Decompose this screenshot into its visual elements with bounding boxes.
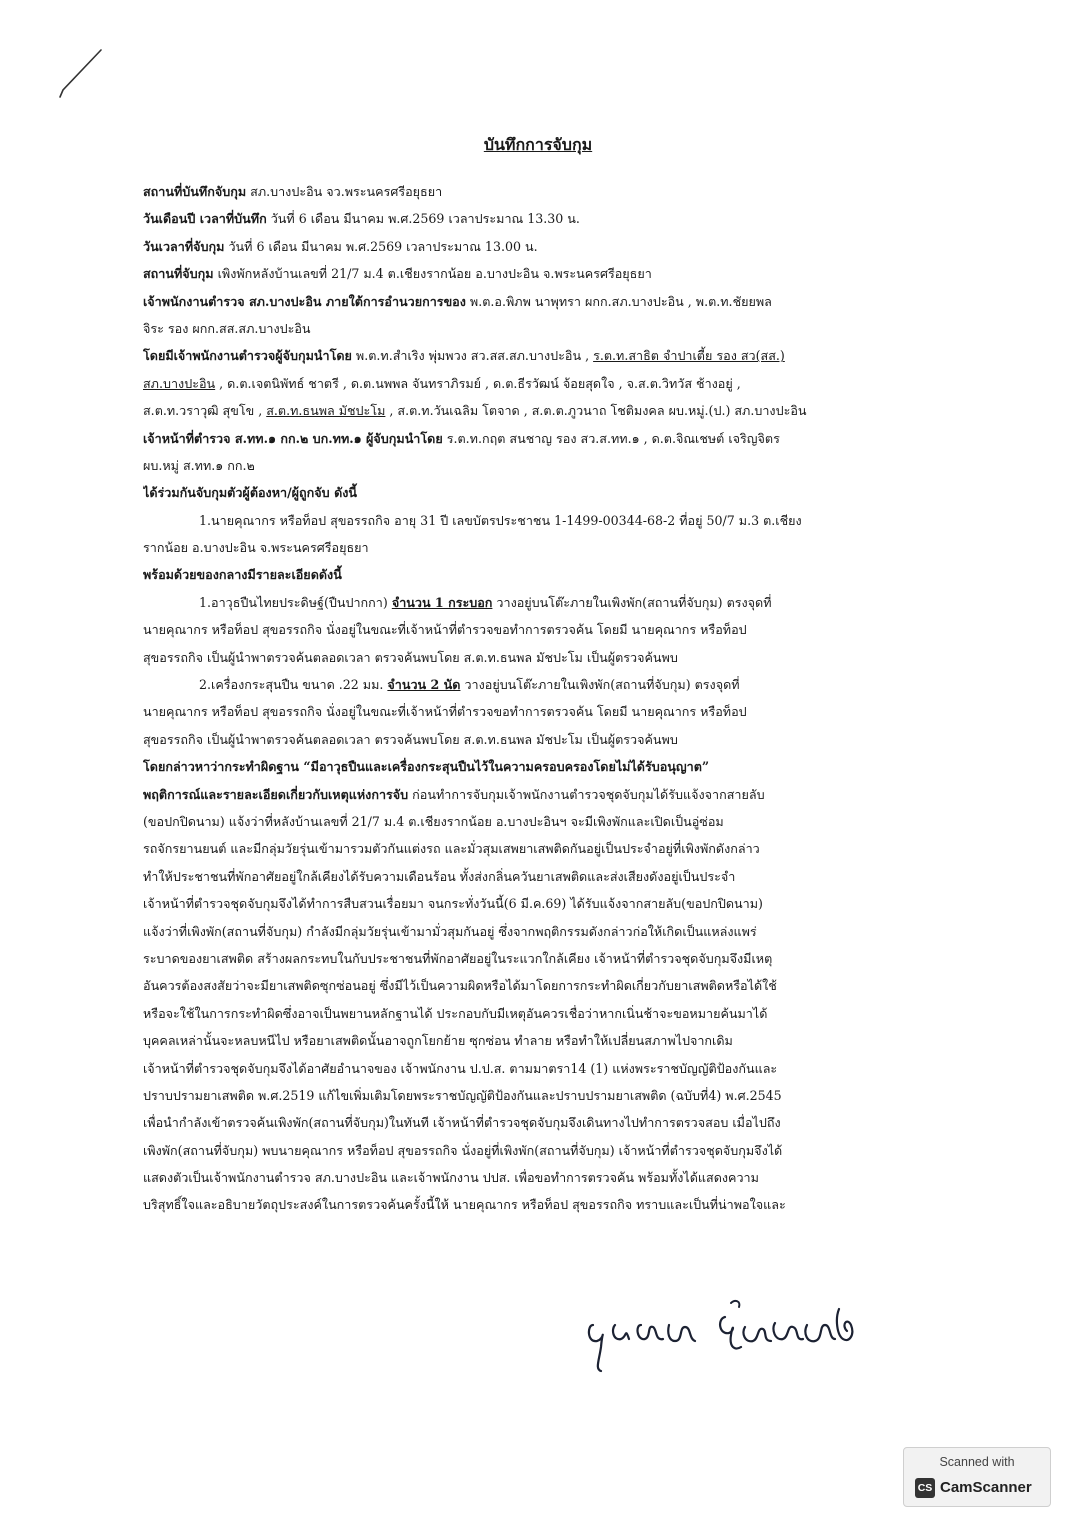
charge-line: โดยกล่าวหาว่ากระทำผิดฐาน “มีอาวุธปืนและเครื่องกระสุนปืนไว้ในความครอบครองโดยไม่ได้รับอนุญาต” (143, 759, 710, 775)
circumstances-label: พฤติการณ์และรายละเอียดเกี่ยวกับเหตุแห่งการจับ (143, 786, 409, 802)
page-title: บันทึกการจับกุม (483, 135, 593, 154)
camscanner-logo-icon: CS (915, 1478, 935, 1498)
officers-label: โดยมีเจ้าพนักงานตำรวจผู้จับกุมนำโดย (143, 348, 352, 364)
evidence-line: สุขอรรถกิจ เป็นผู้นำพาตรวจค้นตลอดเวลา ตรวจค้นพบโดย ส.ต.ท.ธนพล มัชปะโม เป็นผู้ตรวจค้นพบ (143, 649, 678, 665)
evidence-line: 1.อาวุธปืนไทยประดิษฐ์(ปืนปากกา) จำนวน 1 กระบอก วางอยู่บนโต๊ะภายในเพิงพัก(สถานที่จับกุม) ตรงจุดที่ (199, 594, 772, 610)
circumstances-line: เจ้าหน้าที่ตำรวจชุดจับกุมจึงได้ทำการสืบสวนเรื่อยมา จนกระทั่งวันนี้(6 มี.ค.69) ได้รับแจ้งจากสายลับ(ขอปกปิดนาม) (143, 896, 763, 912)
circumstances-line: พฤติการณ์และรายละเอียดเกี่ยวกับเหตุแห่งการจับ ก่อนทำการจับกุมเจ้าพนักงานตำรวจชุดจับกุมได้รับแจ้งจากสายลับ (143, 786, 765, 802)
circumstances-line: ทำให้ประชาชนที่พักอาศัยอยู่ใกล้เคียงได้รับความเดือนร้อน ทั้งส่งกลิ่นควันยาเสพติดและส่งเสียงดังอยู่เป็นประจำ (143, 868, 736, 884)
officers-line: โดยมีเจ้าพนักงานตำรวจผู้จับกุมนำโดย พ.ต.ท.สำเริง พุ่มพวง สว.สส.สภ.บางปะอิน , ร.ต.ท.สาธิต จำปาเตี้ย รอง สว(สส.) (143, 348, 785, 364)
header-line: วันเดือนปี เวลาที่บันทึก วันที่ 6 เดือน มีนาคม พ.ศ.2569 เวลาประมาณ 13.30 น. (143, 211, 580, 227)
circumstances-line: หรือจะใช้ในการกระทำผิดซึ่งอาจเป็นพยานหลักฐานได้ ประกอบกับมีเหตุอันควรเชื่อว่าหากเนิ่นช้าจะขอหมายค้นมาได้ (143, 1005, 768, 1021)
circumstances-line: เพิงพัก(สถานที่จับกุม) พบนายคุณากร หรือท็อป สุขอรรถกิจ นั่งอยู่ที่เพิงพัก(สถานที่จับกุม) เจ้าหน้าที่ตำรวจชุดจับกุมจึงได้ (143, 1142, 783, 1158)
evidence-line: นายคุณากร หรือท็อป สุขอรรถกิจ นั่งอยู่ในขณะที่เจ้าหน้าที่ตำรวจขอทำการตรวจค้น โดยมี นายคุณากร หรือท็อป (143, 622, 747, 638)
circumstances-line: เพื่อนำกำลังเข้าตรวจค้นเพิงพัก(สถานที่จับกุม)ในทันที เจ้าหน้าที่ตำรวจชุดจับกุมจึงเดินทางไปทำการตรวจสอบ เมื่อไปถึง (143, 1115, 781, 1131)
officers-line: ส.ต.ท.วราวุฒิ สุขโข , ส.ต.ท.ธนพล มัชปะโม , ส.ต.ท.วันเฉลิม โตจาด , ส.ต.ต.ภูวนาถ โชติมงคล ผบ.หมู่.(ป.) สภ.บางปะอิน (143, 403, 807, 419)
header-label: เจ้าพนักงานตำรวจ สภ.บางปะอิน ภายใต้การอำนวยการของ (143, 293, 466, 309)
evidence-heading: พร้อมด้วยของกลางมีรายละเอียดดังนี้ (143, 567, 342, 583)
header-label: วันเวลาที่จับกุม (143, 238, 225, 254)
header-line: วันเวลาที่จับกุม วันที่ 6 เดือน มีนาคม พ.ศ.2569 เวลาประมาณ 13.00 น. (143, 238, 538, 254)
signature (585, 1295, 875, 1375)
officers-label: เจ้าหน้าที่ตำรวจ ส.ทท.๑ กก.๒ บก.ทท.๑ ผู้จับกุมนำโดย (143, 430, 443, 446)
camscanner-badge (903, 1447, 1051, 1507)
circumstances-line: บุคคลเหล่านั้นจะหลบหนีไป หรือยาเสพติดนั้นอาจถูกโยกย้าย ซุกซ่อน ทำลาย หรือทำให้เปลี่ยนสภาพไปจากเดิม (143, 1033, 733, 1049)
circumstances-line: ระบาดของยาเสพติด สร้างผลกระทบในกับประชาชนที่พักอาศัยอยู่ในระแวกใกล้เคียง เจ้าหน้าที่ตำรวจชุดจับกุมจึงมีเหตุ (143, 950, 773, 966)
header-label: วันเดือนปี เวลาที่บันทึก (143, 211, 267, 227)
officers-line: สภ.บางปะอิน , ด.ต.เจตนิพัทธ์ ชาตรี , ด.ต.นพพล จันทราภิรมย์ , ด.ต.ธีรวัฒน์ จ้อยสุดใจ , จ.ส.ต.วิทวัส ช้างอยู่ , (143, 375, 741, 391)
suspects-heading: ได้ร่วมกันจับกุมตัวผู้ต้องหา/ผู้ถูกจับ ดังนี้ (143, 485, 358, 501)
circumstances-line: ปราบปรามยาเสพติด พ.ศ.2519 แก้ไขเพิ่มเติมโดยพระราชบัญญัติป้องกันและปราบปรามยาเสพติด (ฉบับที่4) พ.ศ.2545 (143, 1087, 782, 1103)
circumstances-line: เจ้าหน้าที่ตำรวจชุดจับกุมจึงได้อาศัยอำนาจของ เจ้าพนักงาน ป.ป.ส. ตามมาตรา14 (1) แห่งพระราชบัญญัติป้องกันและ (143, 1060, 778, 1076)
document-body (143, 178, 943, 1219)
officers-line: ผบ.หมู่ ส.ทท.๑ กก.๒ (143, 457, 255, 473)
header-line: สถานที่บันทึกจับกุม สภ.บางปะอิน จว.พระนครศรีอยุธยา (143, 184, 443, 199)
evidence-line: 2.เครื่องกระสุนปืน ขนาด .22 มม. จำนวน 2 นัด วางอยู่บนโต๊ะภายในเพิงพัก(สถานที่จับกุม) ตรงจุดที่ (199, 677, 740, 693)
evidence-line: สุขอรรถกิจ เป็นผู้นำพาตรวจค้นตลอดเวลา ตรวจค้นพบโดย ส.ต.ท.ธนพล มัชปะโม เป็นผู้ตรวจค้นพบ (143, 731, 678, 747)
officers-line: เจ้าหน้าที่ตำรวจ ส.ทท.๑ กก.๒ บก.ทท.๑ ผู้จับกุมนำโดย ร.ต.ท.กฤต สนชาญ รอง สว.ส.ทท.๑ , ด.ต.จิณเชษต์ เจริญจิตร (143, 430, 780, 446)
suspect-line: รากน้อย อ.บางปะอิน จ.พระนครศรีอยุธยา (143, 540, 369, 556)
header-label: สถานที่จับกุม (143, 266, 214, 282)
header-line: สถานที่จับกุม เพิงพักหลังบ้านเลขที่ 21/7 ม.4 ต.เชียงรากน้อย อ.บางปะอิน จ.พระนครศรีอยุธยา (143, 266, 652, 282)
circumstances-line: (ขอปกปิดนาม) แจ้งว่าที่หลังบ้านเลขที่ 21/7 ม.4 ต.เชียงรากน้อย อ.บางปะอินฯ จะมีเพิงพักและเปิดเป็นอู่ซ่อม (143, 813, 724, 829)
evidence-line: นายคุณากร หรือท็อป สุขอรรถกิจ นั่งอยู่ในขณะที่เจ้าหน้าที่ตำรวจขอทำการตรวจค้น โดยมี นายคุณากร หรือท็อป (143, 704, 747, 720)
header-label: สถานที่บันทึกจับกุม (143, 184, 247, 199)
circumstances-line: แสดงตัวเป็นเจ้าพนักงานตำรวจ สภ.บางปะอิน และเจ้าพนักงาน ปปส. เพื่อขอทำการตรวจค้น พร้อมทั้งได้แสดงความ (143, 1170, 759, 1186)
scanned-with-label: Scanned with (939, 1455, 1015, 1469)
circumstances-line: อันควรต้องสงสัยว่าจะมียาเสพติดซุกซ่อนอยู่ ซึ่งมีไว้เป็นความผิดหรือได้มาโดยการกระทำผิดเกี่ยวกับยาเสพติดหรือได้ใช้ (143, 978, 777, 994)
header-line: จิระ รอง ผกก.สส.สภ.บางปะอิน (143, 320, 311, 336)
circumstances-line: แจ้งว่าที่เพิงพัก(สถานที่จับกุม) กำลังมีกลุ่มวัยรุ่นเข้ามามั่วสุมกันอยู่ ซึ่งจากพฤติกรรมดังกล่าวก่อให้เกิดเป็นแหล่งแพร่ (143, 923, 757, 939)
circumstances-line: รถจักรยานยนต์ และมีกลุ่มวัยรุ่นเข้ามารวมตัวกันแต่งรถ และมั่วสุมเสพยาเสพติดกันอยู่เป็นประจำอยู่ที่เพิงพักดังกล่าว (143, 841, 760, 857)
header-line: เจ้าพนักงานตำรวจ สภ.บางปะอิน ภายใต้การอำนวยการของ พ.ต.อ.พิภพ นาพุทรา ผกก.สภ.บางปะอิน , พ.ต.ท.ชัยยพล (143, 293, 772, 309)
tick-mark-icon (55, 45, 115, 105)
camscanner-name: CamScanner (940, 1479, 1032, 1496)
circumstances-line: บริสุทธิ์ใจและอธิบายวัตถุประสงค์ในการตรวจค้นครั้งนี้ให้ นายคุณากร หรือท็อป สุขอรรถกิจ ทราบและเป็นที่น่าพอใจและ (143, 1197, 786, 1213)
suspect-line: 1.นายคุณากร หรือท็อป สุขอรรถกิจ อายุ 31 ปี เลขบัตรประชาชน 1-1499-00344-68-2 ที่อยู่ 50/7 ม.3 ต.เชียง (199, 512, 802, 528)
